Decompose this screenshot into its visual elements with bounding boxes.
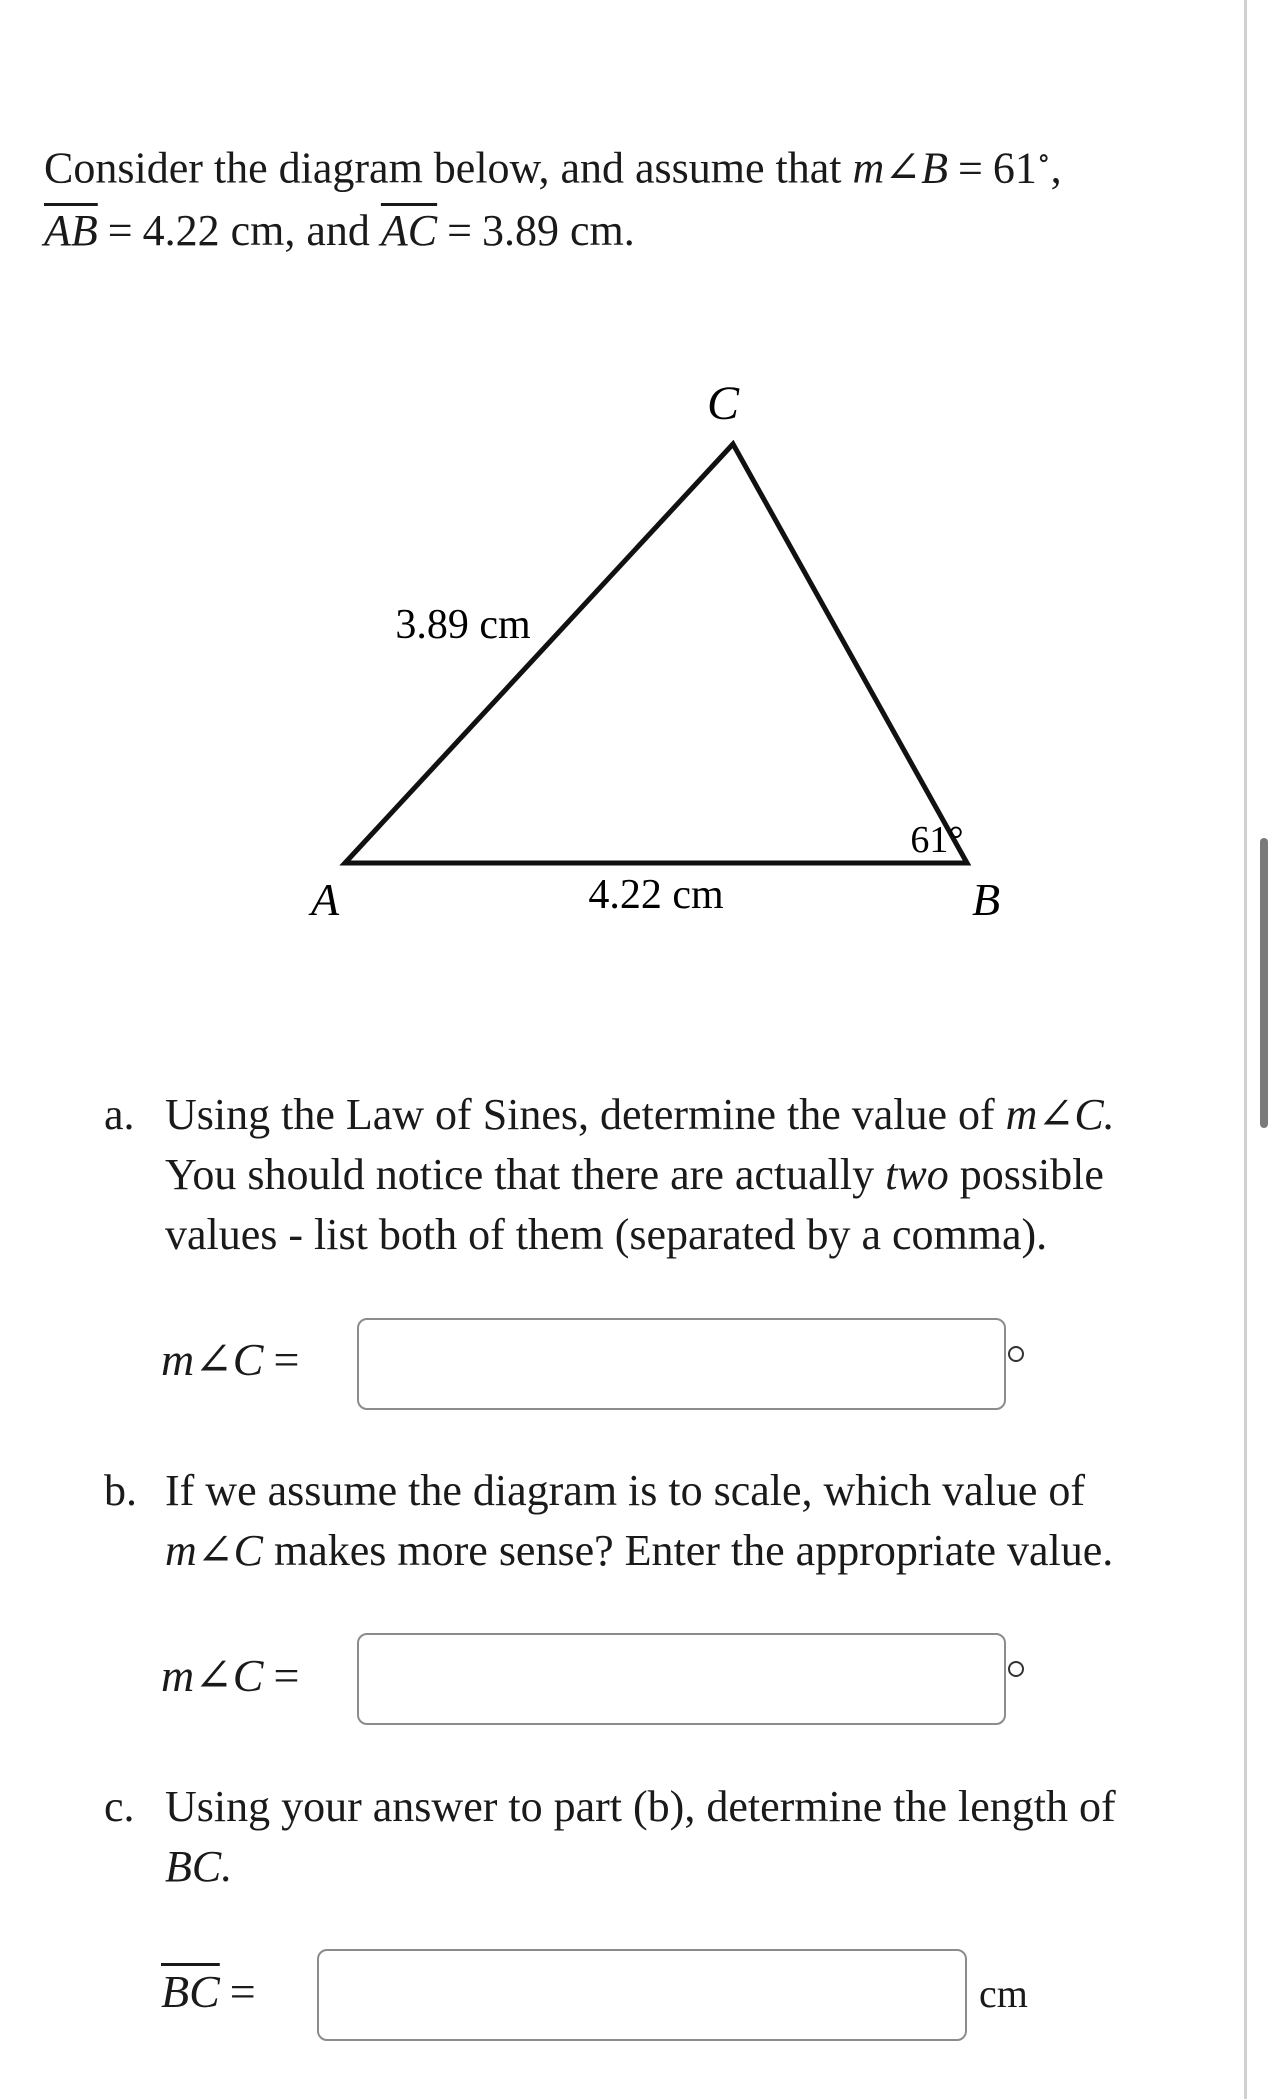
vertex-a-label: A	[310, 874, 340, 925]
equals-sign: =	[273, 1334, 300, 1385]
part-b-letter: b.	[104, 1466, 137, 1515]
side-ac-label: 3.89 cm	[395, 602, 531, 648]
ab-label: $\overline{AB}$	[44, 205, 98, 255]
degree-symbol-icon	[1008, 1661, 1024, 1677]
part-a-letter: a.	[104, 1090, 135, 1139]
part-c-line1: Using your answer to part (b), determine the length of	[165, 1782, 1116, 1831]
angle-b-label: m∠B	[852, 143, 949, 193]
part-a-emphasis: two	[885, 1150, 949, 1199]
part-a-math: m∠C.	[1005, 1090, 1115, 1139]
part-b-line2: makes more sense? Enter the appropriate value.	[274, 1526, 1114, 1575]
ab-value: 4.22 cm, and	[142, 205, 370, 255]
part-c-label-text: $\overline{BC}$	[161, 1966, 220, 2017]
triangle-shape	[345, 444, 967, 863]
part-a-answer-label	[161, 1332, 309, 1386]
scrollbar-thumb[interactable]	[1260, 838, 1268, 1128]
vertex-b-label: B	[971, 874, 1001, 925]
equals-sign: =	[107, 205, 133, 255]
part-a-line2-end: possible	[959, 1150, 1104, 1199]
triangle-diagram	[0, 370, 1240, 930]
side-ab-label: 4.22 cm	[588, 872, 724, 918]
part-a-line1: Using the Law of Sines, determine the value of	[165, 1090, 995, 1139]
part-b-line1: If we assume the diagram is to scale, which value of	[165, 1466, 1086, 1515]
equals-sign: =	[273, 1650, 300, 1701]
equals-sign: =	[229, 1966, 256, 2017]
ac-label: $\overline{AC}$	[380, 205, 438, 255]
part-c-line2: BC.	[165, 1842, 233, 1891]
part-a-question	[165, 1085, 1225, 1265]
part-b-answer-label	[161, 1648, 309, 1702]
intro-text: Consider the diagram below, and assume that	[44, 143, 842, 193]
ac-value: 3.89 cm.	[481, 205, 635, 255]
part-a-line3: values - list both of them (separated by a comma).	[165, 1210, 1048, 1259]
problem-intro: Consider the diagram below, and assume that m∠B = 61∘, $\overline{AB} = 4.22$ cm, and $\overline{AC} = 3.89$ cm.	[44, 143, 1062, 255]
equals-sign: =	[447, 205, 472, 255]
part-b-answer-input[interactable]	[357, 1633, 1006, 1725]
angle-b-diagram-label: 61°	[910, 819, 964, 861]
part-c-question	[165, 1777, 1225, 1897]
part-b-question	[165, 1461, 1225, 1581]
part-a-line2: You should notice that there are actually	[165, 1150, 875, 1199]
part-c-letter: c.	[104, 1782, 135, 1831]
angle-b-value: 61	[992, 143, 1037, 193]
vertex-c-label: C	[706, 377, 740, 430]
part-a-answer-input[interactable]	[357, 1318, 1006, 1410]
unit-label: cm	[979, 1971, 1028, 2016]
part-a-label-text: m∠C	[161, 1334, 264, 1385]
part-c-answer-input[interactable]	[317, 1949, 967, 2041]
part-b-math: m∠C	[165, 1526, 263, 1575]
part-b-label-text: m∠C	[161, 1650, 264, 1701]
scrollbar-track	[1244, 0, 1247, 2099]
part-c-answer-label	[161, 1965, 266, 2018]
equals-sign: =	[958, 143, 983, 193]
degree-symbol-icon	[1008, 1346, 1024, 1362]
